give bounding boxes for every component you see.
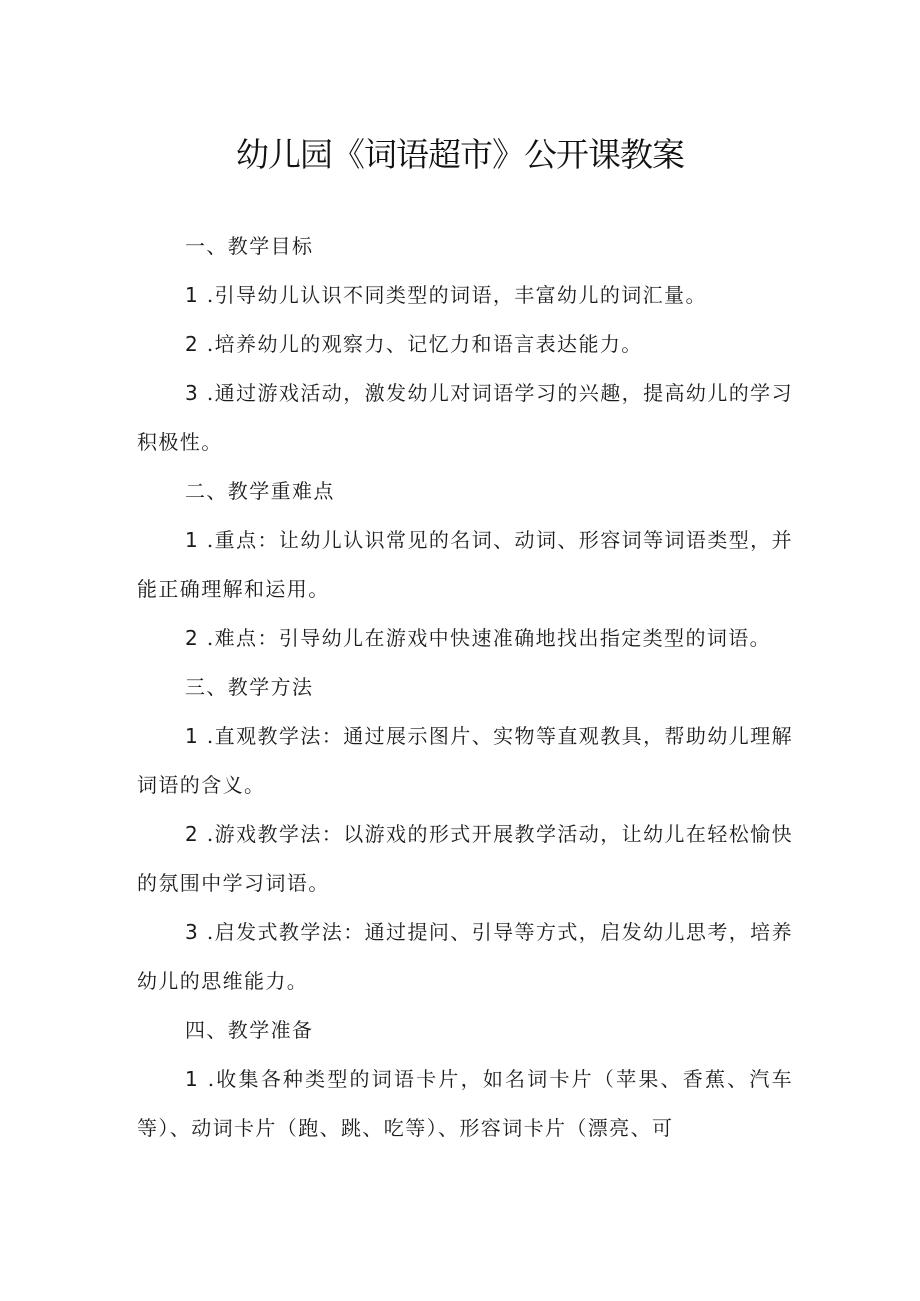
section-heading: 四、教学准备 xyxy=(185,1018,314,1042)
list-item: 1 .收集各种类型的词语卡片，如名词卡片（苹果、香蕉、汽车等）、动词卡片（跑、跳、吃等）、形容词卡片（漂亮、可 xyxy=(137,1067,793,1140)
section-heading: 三、教学方法 xyxy=(185,675,314,699)
list-item: 1 .直观教学法：通过展示图片、实物等直观教具，帮助幼儿理解词语的含义。 xyxy=(137,724,793,797)
list-item: 2 .难点：引导幼儿在游戏中快速准确地找出指定类型的词语。 xyxy=(185,626,772,650)
section-heading: 二、教学重难点 xyxy=(185,479,335,503)
list-item: 2 .游戏教学法：以游戏的形式开展教学活动，让幼儿在轻松愉快的氛围中学习词语。 xyxy=(137,822,793,895)
list-item: 2 .培养幼儿的观察力、记忆力和语言表达能力。 xyxy=(185,332,643,356)
list-item: 3 .通过游戏活动，激发幼儿对词语学习的兴趣，提高幼儿的学习积极性。 xyxy=(137,381,793,454)
list-item: 1 .重点：让幼儿认识常见的名词、动词、形容词等词语类型，并能正确理解和运用。 xyxy=(137,528,793,601)
section-heading: 一、教学目标 xyxy=(185,234,314,258)
document-title: 幼儿园《词语超市》公开课教案 xyxy=(236,135,684,174)
list-item: 1 .引导幼儿认识不同类型的词语，丰富幼儿的词汇量。 xyxy=(185,283,707,307)
document-body xyxy=(137,222,793,1153)
list-item: 3 .启发式教学法：通过提问、引导等方式，启发幼儿思考，培养幼儿的思维能力。 xyxy=(137,920,793,993)
